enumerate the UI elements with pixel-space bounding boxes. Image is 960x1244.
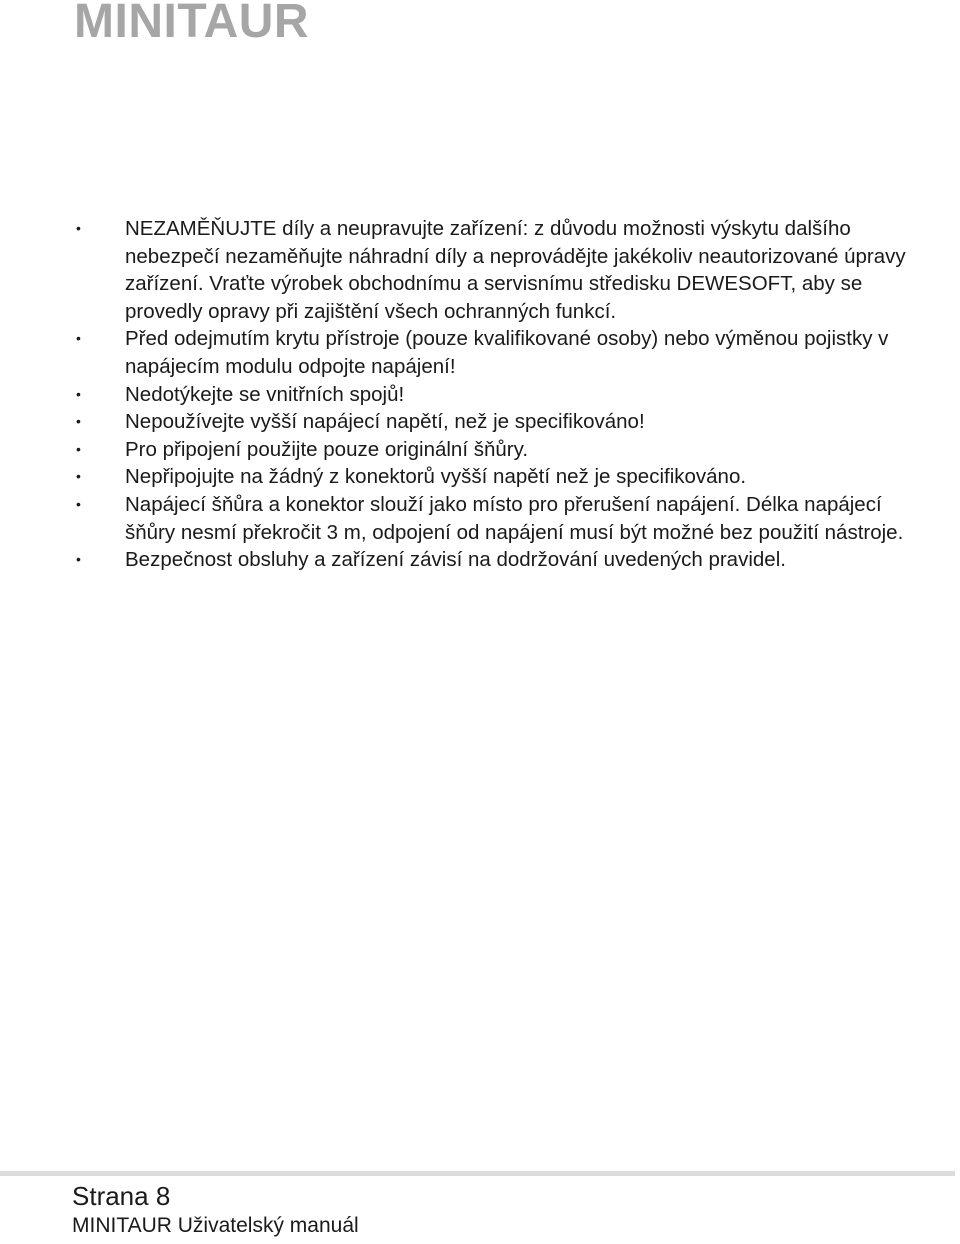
bullet-icon: • <box>76 385 81 402</box>
bullet-icon: • <box>76 330 81 347</box>
list-item-text: Nedotýkejte se vnitřních spojů! <box>125 382 405 406</box>
list-item-text: Před odejmutím krytu přístroje (pouze kvalifikované osoby) nebo výměnou pojistky v napájecím modulu odpojte napájení! <box>125 327 889 378</box>
list-item <box>76 436 936 464</box>
bullet-icon: • <box>76 551 81 568</box>
list-item-text: NEZAMĚŇUJTE díly a neupravujte zařízení: z důvodu možnosti výskytu dalšího nebezpečí nezaměňujte náhradní díly a neprovádějte jakékoliv neautorizované úpravy zařízení. Vraťte výrobek obchodnímu a servisnímu středisku DEWESOFT, aby se provedly opravy při zajištění všech ochranných funkcí. <box>125 217 906 323</box>
bullet-icon: • <box>76 440 81 457</box>
list-item <box>76 215 936 325</box>
bullet-icon: • <box>76 495 81 512</box>
footer-divider <box>0 1171 955 1176</box>
list-item-text: Napájecí šňůra a konektor slouží jako místo pro přerušení napájení. Délka napájecí šňůry nesmí překročit 3 m, odpojení od napájení musí být možné bez použití nástroje. <box>125 492 904 544</box>
list-item <box>76 325 936 380</box>
bullet-icon: • <box>76 413 81 430</box>
list-item-text: Nepřipojujte na žádný z konektorů vyšší napětí než je specifikováno. <box>125 465 747 489</box>
safety-instructions-list <box>76 215 936 574</box>
list-item <box>76 381 936 409</box>
page-number: Strana 8 <box>72 1181 171 1211</box>
bullet-icon: • <box>76 220 81 236</box>
list-item-text: Nepoužívejte vyšší napájecí napětí, než je specifikováno! <box>125 410 645 434</box>
list-item <box>76 463 936 491</box>
bullet-icon: • <box>76 468 81 485</box>
page-title: MINITAUR <box>74 0 310 48</box>
manual-name: MINITAUR Uživatelský manuál <box>72 1214 359 1237</box>
list-item-text: Bezpečnost obsluhy a zařízení závisí na dodržování uvedených pravidel. <box>125 548 786 572</box>
list-item <box>76 491 936 546</box>
list-item-text: Pro připojení použijte pouze originální šňůry. <box>125 437 529 461</box>
list-item <box>76 408 936 436</box>
list-item <box>76 546 936 574</box>
